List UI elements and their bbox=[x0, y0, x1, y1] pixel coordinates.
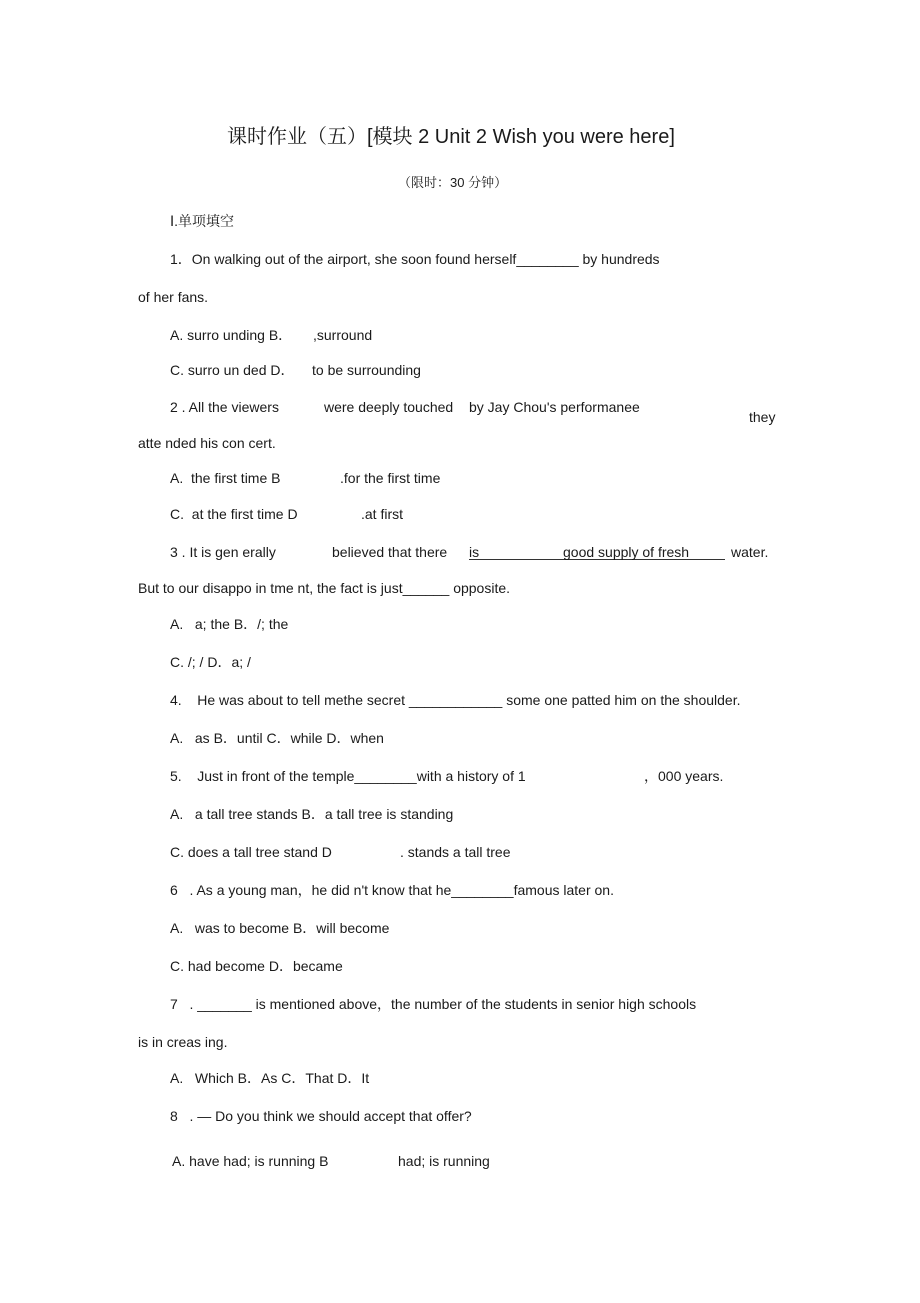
q7-options: A. Which B．As C．That D．It bbox=[170, 1070, 370, 1086]
q1-option-d-text: to be surrounding bbox=[312, 362, 421, 378]
q5-option-a-b: A. a tall tree stands B．a tall tree is standing bbox=[170, 806, 454, 822]
q5-option-d-text: . stands a tall tree bbox=[400, 844, 511, 860]
section-heading: Ⅰ.单项填空 bbox=[170, 213, 235, 229]
q3-stem-part4: good supply of fresh bbox=[563, 544, 690, 560]
q3-stem-continued: But to our disappo in tme nt, the fact is just______ opposite. bbox=[138, 580, 511, 596]
q2-stem-part1: 2 . All the viewers bbox=[170, 399, 279, 415]
time-limit: （限时：30 分钟） bbox=[398, 175, 508, 190]
q8-option-b-text: had; is running bbox=[398, 1153, 490, 1169]
q3-stem-part1: 3 . It is gen erally bbox=[170, 544, 276, 560]
q4-stem: 4. He was about to tell methe secret ____________ some one patted him on the shoulder. bbox=[170, 692, 741, 708]
q8-stem: 8 . — Do you think we should accept that offer? bbox=[170, 1108, 472, 1124]
q5-option-c-d: C. does a tall tree stand D bbox=[170, 844, 332, 860]
q6-option-c-d: C. had become D．became bbox=[170, 958, 343, 974]
q2-option-c-d: C. at the first time D bbox=[170, 506, 298, 522]
q3-option-a-b: A. a; the B．/; the bbox=[170, 616, 289, 632]
q3-stem-part5: water. bbox=[731, 544, 769, 560]
q2-option-a-b: A. the first time B bbox=[170, 470, 281, 486]
q7-stem: 7 . _______ is mentioned above，the number of the students in senior high schools bbox=[170, 996, 697, 1012]
q2-stem-continued: atte nded his con cert. bbox=[138, 435, 276, 451]
q8-option-a-b: A. have had; is running B bbox=[172, 1153, 329, 1169]
q4-options: A. as B．until C．while D．when bbox=[170, 730, 384, 746]
q7-stem-continued: is in creas ing. bbox=[138, 1034, 228, 1050]
page-title: 课时作业（五）[模块 2 Unit 2 Wish you were here] bbox=[227, 126, 675, 148]
q6-option-a-b: A. was to become B．will become bbox=[170, 920, 390, 936]
q1-option-b-text: ,surround bbox=[313, 327, 373, 343]
q2-option-d-text: .at first bbox=[361, 506, 404, 522]
q3-stem-part2: believed that there bbox=[332, 544, 448, 560]
q1-option-a-b: A. surro unding B． bbox=[170, 327, 293, 343]
q6-stem: 6 . As a young man，he did n't know that he________famous later on. bbox=[170, 882, 614, 898]
q2-option-b-text: .for the first time bbox=[340, 470, 441, 486]
q2-stem-part4: they bbox=[749, 409, 776, 425]
q2-stem-part3: by Jay Chou's performanee bbox=[469, 399, 640, 415]
q1-stem-continued: of her fans. bbox=[138, 289, 209, 305]
q3-stem-part3: is bbox=[469, 544, 480, 560]
q1-stem: 1．On walking out of the airport, she soon found herself________ by hundreds bbox=[170, 251, 660, 267]
q3-option-c-d: C. /; / D．a; / bbox=[170, 654, 251, 670]
q5-stem-end: ，000 years. bbox=[644, 768, 724, 784]
q1-option-c-d: C. surro un ded D． bbox=[170, 362, 295, 378]
q5-stem: 5. Just in front of the temple________with a history of 1 bbox=[170, 768, 526, 784]
q2-stem-part2: were deeply touched bbox=[324, 399, 454, 415]
